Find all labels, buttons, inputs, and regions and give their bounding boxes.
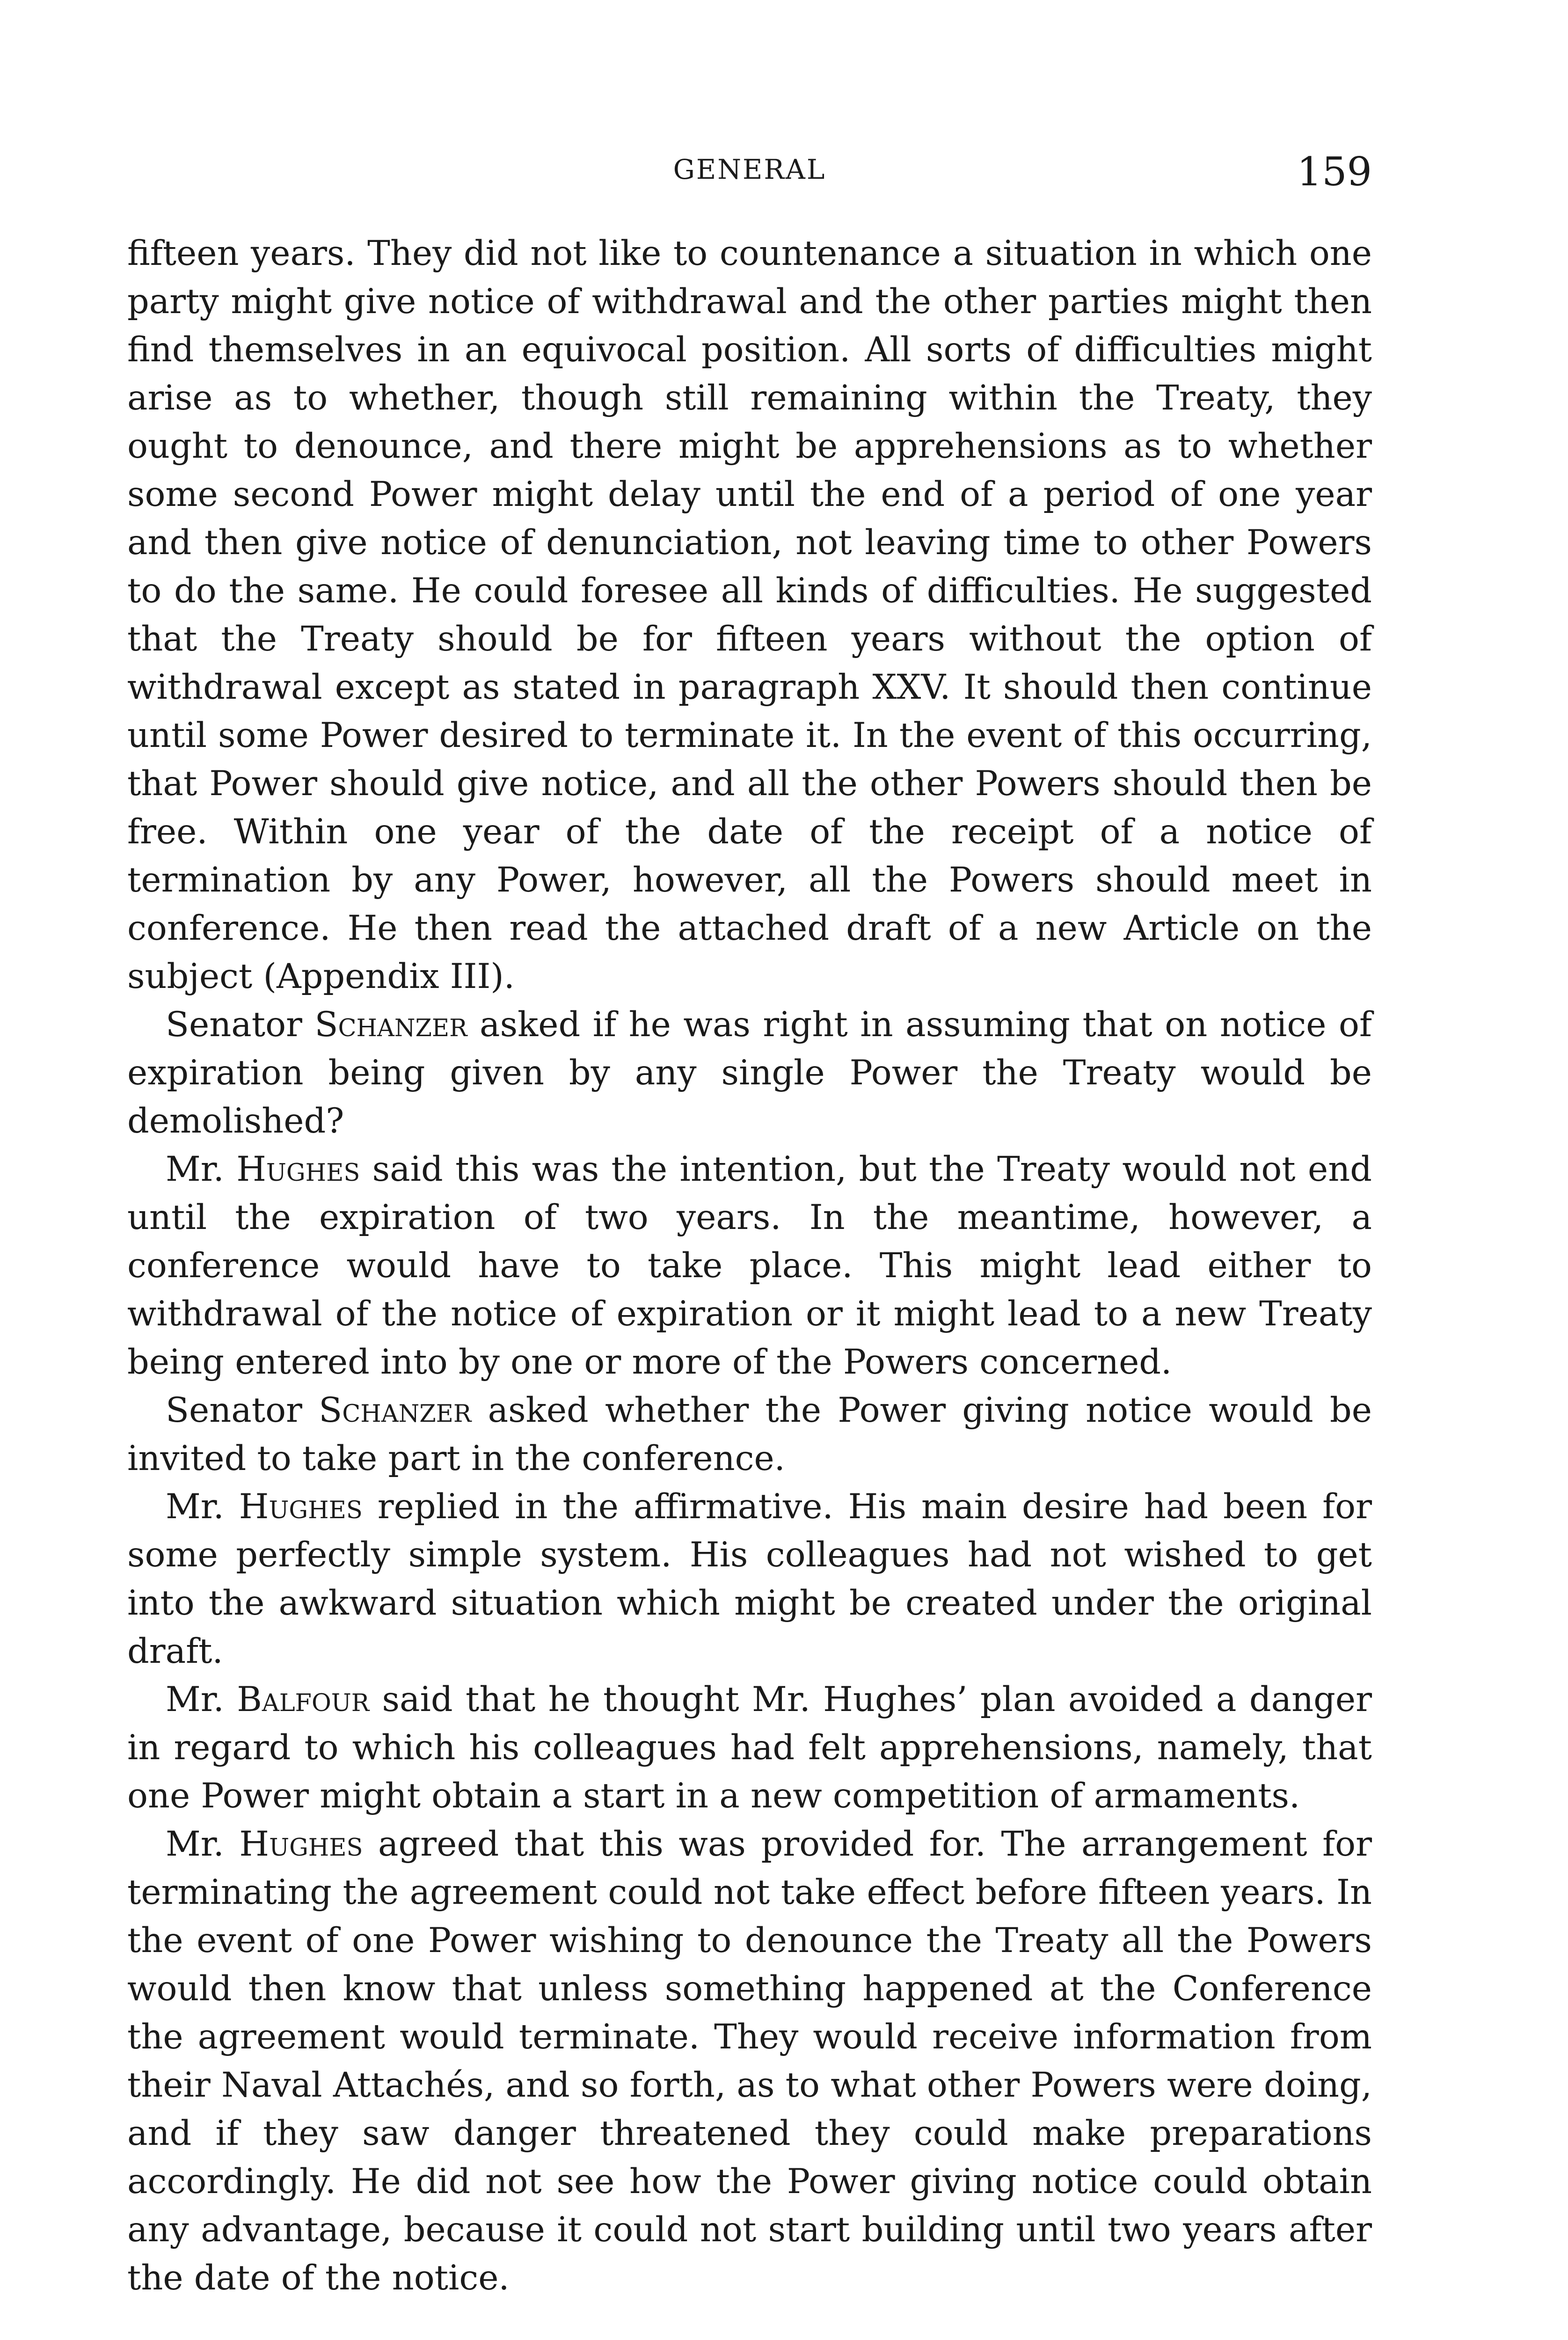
running-head [127,149,1372,196]
paragraph-text: asked whether the Power giving notice would be invited to take part in the conference. [127,1390,1372,1478]
speaker-name: Hughes [239,1487,363,1527]
speaker-title: Senator [166,1390,319,1430]
paragraph [127,229,1372,1001]
paragraph-text: said that he thought Mr. Hughes’ plan avoided a danger in regard to which his colleagues had felt apprehensions, namely, that one Power might obtain a start in a new competition of armaments. [127,1680,1372,1816]
speaker-name: Balfour [237,1680,370,1719]
paragraph-text: replied in the affirmative. His main desire had been for some perfectly simple system. His colleagues had not wished to get into the awkward situation which might be created under the original draft. [127,1487,1372,1671]
paragraph-text: agreed that this was provided for. The arrangement for terminating the agreement could not take effect before fifteen years. In the event of one Power wishing to denounce the Treaty all the Powers would then know that unless something happened at the Conference the agreement would terminate. They would receive information from their Naval Attachés, and so forth, as to what other Powers were doing, and if they saw danger threatened they could make preparations accordingly. He did not see how the Power giving notice could obtain any advantage, because it could not start building until two years after the date of the notice. [127,1824,1372,2298]
speaker-title: Senator [166,1005,315,1045]
paragraph [127,1386,1372,1483]
page-number: 159 [1297,149,1372,195]
paragraph-text: fifteen years. They did not like to countenance a situation in which one party might give notice of withdrawal and the other parties might then find themselves in an equivocal position. All sorts of difficulties might arise as to whether, though still remaining within the Treaty, they ought to denounce, and there might be apprehensions as to whether some second Power might delay until the end of a period of one year and then give notice of denunciation, not leaving time to other Powers to do the same. He could foresee all kinds of difficulties. He suggested that the Treaty should be for fifteen years without the option of withdrawal except as stated in paragraph XXV. It should then continue until some Power desired to terminate it. In the event of this occurring, that Power should give notice, and all the other Powers should then be free. Within one year of the date of the receipt of a notice of termination by any Power, however, all the Powers should meet in conference. He then read the attached draft of a new Article on the subject (Appendix III). [127,234,1372,996]
speaker-name: Hughes [236,1149,360,1189]
paragraph-text: asked if he was right in assuming that on notice of expiration being given by any single Power the Treaty would be demolished? [127,1005,1372,1141]
speaker-title: Mr. [166,1487,239,1527]
paragraph-text: said this was the intention, but the Treaty would not end until the expiration of two years. In the meantime, however, a conference would have to take place. This might lead either to withdrawal of the notice of expiration or it might lead to a new Treaty being entered into by one or more of the Powers concerned. [127,1149,1372,1382]
paragraph [127,1001,1372,1145]
body-text [127,229,1372,2302]
paragraph [127,1145,1372,1386]
paragraph [127,1483,1372,1675]
speaker-title: Mr. [166,1680,237,1719]
speaker-name: Hughes [239,1824,363,1864]
paragraph [127,1675,1372,1820]
speaker-name: Schanzer [314,1005,467,1045]
running-head-title: GENERAL [673,154,826,185]
speaker-title: Mr. [166,1824,240,1864]
paragraph [127,1820,1372,2302]
speaker-title: Mr. [166,1149,237,1189]
speaker-name: Schanzer [319,1390,472,1430]
